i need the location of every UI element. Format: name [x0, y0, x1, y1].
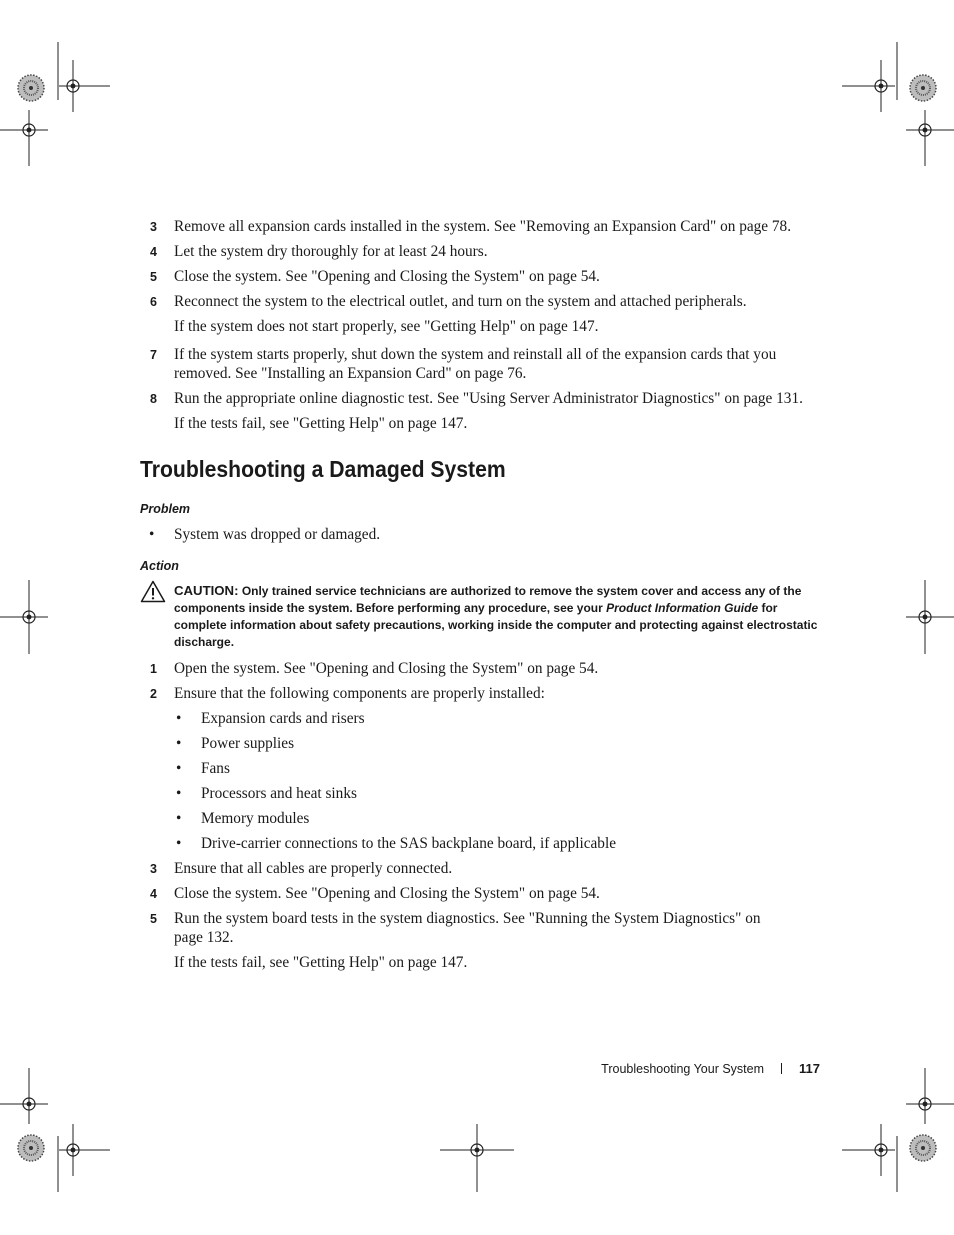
component-text: Fans — [201, 760, 230, 777]
action-step-5 — [140, 909, 830, 947]
step-text: Ensure that the following components are properly installed: — [174, 685, 545, 702]
step-number: 3 — [150, 862, 157, 876]
component-item — [140, 834, 830, 853]
page-content — [140, 217, 830, 978]
bullet-dot: • — [149, 526, 155, 543]
step-number: 6 — [150, 295, 157, 309]
step-8-note: If the tests fail, see "Getting Help" on page 147. — [174, 415, 468, 432]
component-item — [140, 784, 830, 803]
step-number: 5 — [150, 270, 157, 284]
bullet-dot: • — [176, 835, 182, 852]
bullet-dot: • — [176, 735, 182, 752]
component-item — [140, 809, 830, 828]
footer-divider — [781, 1063, 782, 1074]
step-7-reinstall — [140, 345, 830, 383]
action-step-1 — [140, 659, 830, 678]
action-step-5-note: If the tests fail, see "Getting Help" on page 147. — [174, 954, 468, 971]
component-text: Expansion cards and risers — [201, 710, 365, 727]
bullet-text: System was dropped or damaged. — [174, 526, 381, 543]
step-text: Let the system dry thoroughly for at least 24 hours. — [174, 243, 488, 260]
bullet-dot: • — [176, 810, 182, 827]
step-number: 5 — [150, 912, 157, 926]
warning-triangle-icon — [140, 580, 166, 608]
component-text: Power supplies — [201, 735, 295, 752]
step-number: 1 — [150, 662, 157, 676]
bullet-dot: • — [176, 760, 182, 777]
component-text: Drive-carrier connections to the SAS backplane board, if applicable — [201, 835, 616, 852]
footer-section-title: Troubleshooting Your System — [601, 1062, 765, 1076]
step-3-remove-cards — [140, 217, 830, 236]
bullet-dot: • — [176, 710, 182, 727]
caution-guide-title: Product Information Guide — [606, 601, 759, 615]
step-6-reconnect — [140, 292, 830, 311]
page-number: 117 — [799, 1061, 820, 1076]
page-footer — [601, 1061, 820, 1076]
problem-label: Problem — [140, 502, 191, 516]
step-number: 7 — [150, 348, 157, 362]
step-text: If the system starts properly, shut down the system and reinstall all of the expansion cards that you removed. See "Installing an Expansion Card" on page 76. — [174, 346, 777, 382]
step-text: Close the system. See "Opening and Closing the System" on page 54. — [174, 268, 600, 285]
step-8-diagnostic — [140, 389, 830, 408]
step-text: Reconnect the system to the electrical outlet, and turn on the system and attached peripherals. — [174, 293, 747, 310]
caution-text-before: Only trained service technicians are authorized to remove the system cover and access any of the components inside the system. Before performing any procedure, see your — [174, 584, 802, 615]
action-label: Action — [140, 559, 179, 573]
component-item — [140, 709, 830, 728]
step-number: 2 — [150, 687, 157, 701]
caution-text-after: for complete information about safety precautions, working inside the computer and protecting against electrostatic discharge. — [174, 601, 818, 649]
caution-label: CAUTION: — [174, 583, 239, 598]
action-step-3 — [140, 859, 830, 878]
step-number: 4 — [150, 887, 157, 901]
step-number: 8 — [150, 392, 157, 406]
step-5-close — [140, 267, 830, 286]
caution-notice — [140, 582, 830, 651]
step-number: 4 — [150, 245, 157, 259]
problem-bullet — [140, 525, 830, 544]
component-text: Memory modules — [201, 810, 310, 827]
step-6-note: If the system does not start properly, see "Getting Help" on page 147. — [174, 318, 599, 335]
bullet-dot: • — [176, 785, 182, 802]
step-text: Open the system. See "Opening and Closing the System" on page 54. — [174, 660, 599, 677]
step-text: Remove all expansion cards installed in the system. See "Removing an Expansion Card" on page 78. — [174, 218, 792, 235]
section-heading: Troubleshooting a Damaged System — [140, 456, 506, 482]
step-text: Close the system. See "Opening and Closing the System" on page 54. — [174, 885, 600, 902]
step-4-dry — [140, 242, 830, 261]
step-number: 3 — [150, 220, 157, 234]
component-item — [140, 759, 830, 778]
component-text: Processors and heat sinks — [201, 785, 357, 802]
step-text: Run the system board tests in the system diagnostics. See "Running the System Diagnostics" on page 132. — [174, 910, 761, 946]
action-step-2 — [140, 684, 830, 703]
component-item — [140, 734, 830, 753]
step-text: Run the appropriate online diagnostic test. See "Using Server Administrator Diagnostics" on page 131. — [174, 390, 803, 407]
action-step-4 — [140, 884, 830, 903]
step-text: Ensure that all cables are properly connected. — [174, 860, 453, 877]
